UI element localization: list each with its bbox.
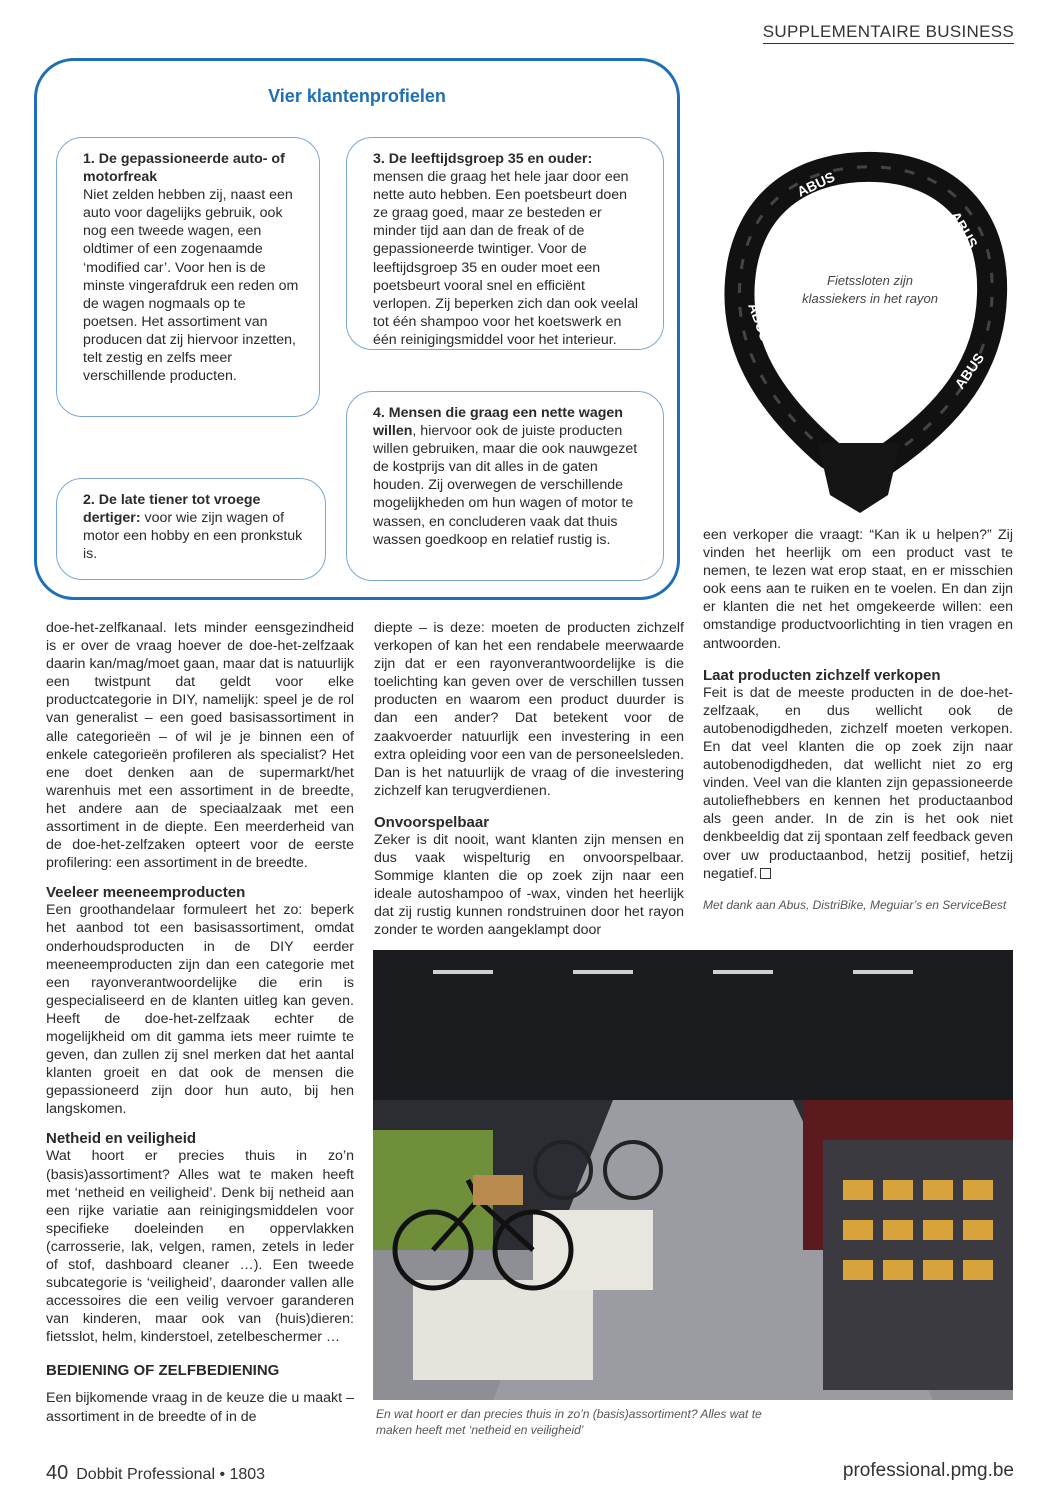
col3-heading-1: Laat producten zichzelf verkopen <box>703 666 941 684</box>
profile-card-1-heading: 1. De gepassioneerde auto- of motorfreak <box>83 151 285 186</box>
col2-paragraph-2: Zeker is dit nooit, want klanten zijn mensen en dus vaak wispelturig en onvoorspelbaar. Sommige klanten die op zoek zijn naar een ideale autoshampoo of -wax, vinden het heerlijk dat zij rustig kunnen rondstruinen door het rayon zonder te worden aangeklampt door <box>374 831 684 939</box>
col3-paragraph-2-text: Feit is dat de meeste producten in de doe-het-zelfzaak, en dus wellicht ook de autobenodigdheden, zichzelf moeten verkopen. En dat veel klanten die op zoek zijn naar autobenodigdheden, dat wellicht niet zo erg vinden. Veel van die klanten zijn gepassioneerde autoliefhebbers en kennen het productaanbod als geen ander. In de zin is het ook niet denkbeeldig dat zij spontaan zelf feedback geven over uw productaanbod, hetzij positief, hetzij negatief. <box>703 684 1013 882</box>
section-header: SUPPLEMENTAIRE BUSINESS <box>763 22 1014 44</box>
lock-caption: Fietssloten zijn klassiekers in het rayon <box>802 273 938 306</box>
bike-lock-image <box>700 135 1030 520</box>
profile-card-2-text: voor wie zijn wagen of motor een hobby en een pronkstuk is. <box>83 510 303 563</box>
footer-url[interactable]: professional.pmg.be <box>842 1460 1014 1481</box>
lock-brand-text-4: ABUS <box>951 350 988 392</box>
profile-card-2-heading: 2. De late tiener tot vroege dertiger: <box>83 492 261 527</box>
column-2 <box>374 619 684 940</box>
lock-brand-text-2: ABUS <box>947 208 982 251</box>
col1-paragraph-2: Een groothandelaar formuleert het zo: beperk het aanbod tot een basisassortiment, omdat onderhoudsproducten in de DIY eerder meeneemproducten zijn dan een categorie met een rayonverantwoordelijke die erin is gespecialiseerd en de klanten uitleg kan geven. Heeft de doe-het-zelfzaak echter de mogelijkheid om dit gamma iets meer ruimte te geven, dan zullen zij snel merken dat het aantal klanten groeit en dat ook de mensen die gepassioneerd zijn door hun auto, bij hen langskomen. <box>46 902 354 1118</box>
profile-card-1-text: Niet zelden hebben zij, naast een auto voor dagelijks gebruik, ook nog een tweede wagen, een oldtimer of een zogenaamde ‘modified car’. Voor hen is de minste vingerafdruk een reden om de wagen nogmaals op te poetsen. Het assortiment van producen dat zij hiervoor inzetten, telt zestig en zelfs meer verschillende producten. <box>83 187 299 385</box>
photo-credit: Met dank aan Abus, DistriBike, Meguiar’s en ServiceBest <box>703 897 1007 912</box>
col1-paragraph-1: doe-het-zelfkanaal. Iets minder eensgezindheid is er over de vraag hoever de doe-het-zelfzaak daarin kan/mag/moet gaan, maar dat is natuurlijk een twistpunt dat geldt voor elke productcategorie in DIY, namelijk: speel je de rol van generalist – een goed basisassortiment in alle categorieën – of wil je je binnen een of enkele categorieën profileren als specialist? Het ene doet denken aan de supermarkt/het warenhuis met een assortiment in de breedte, het andere aan de speciaalzaak met een assortiment in de diepte. Een meerderheid van de doe-het-zelfzaken opteert voor de eerste profilering: een assortiment in de breedte. <box>46 620 354 872</box>
footer-left <box>46 1462 265 1485</box>
profile-card-3-heading: 3. De leeftijdsgroep 35 en ouder: <box>373 151 593 167</box>
col1-paragraph-3: Wat hoort er precies thuis in zo’n (basis)assortiment? Alles wat te maken heeft met ‘netheid en veiligheid’. Denk bij netheid aan een rijke variatie aan reinigingsmiddelen voor specifieke doeleinden en oppervlakken (carrosserie, lak, velgen, ramen, zetels in leder of stof, dashboard cleaner …). Een tweede subcategorie is ‘veiligheid’, daaronder vallen alle accessoires die een veilig vervoer garanderen van kinderen, maar ook van (huis)dieren: fietsslot, helm, kinderstoel, zetelbeschermer … <box>46 1148 354 1346</box>
profile-card-1 <box>56 137 320 417</box>
col1-paragraph-4: Een bijkomende vraag in de keuze die u maakt – assortiment in de breedte of in de <box>46 1390 354 1425</box>
column-3 <box>703 526 1013 913</box>
col3-paragraph-1: een verkoper die vraagt: “Kan ik u helpen?” Zij vinden het heerlijk om een product vast te nemen, te lezen wat erop staat, en er misschien ook eens aan te ruiken en te voelen. En dan zijn er klanten die net het omgekeerde willen: een omstandige productvoorlichting in tien vragen en antwoorden. <box>703 527 1013 652</box>
col2-paragraph-1: diepte – is deze: moeten de producten zichzelf verkopen of kan het een rendabele meerwaarde zijn dat er een rayonverantwoordelijke is die toelichting kan geven over de verschillen tussen producten en waarom een product duurder is dan een ander? Dat betekent voor de zaakvoerder natuurlijk een investering in een extra opleiding voor een van de personeelsleden. Dan is het natuurlijk de vraag of die investering zichzelf kan terugverdienen. <box>374 620 684 799</box>
profile-card-3 <box>346 137 664 350</box>
publication-name: Dobbit Professional • 1803 <box>76 1466 266 1483</box>
end-square-icon <box>760 868 771 879</box>
profile-card-2 <box>56 478 326 580</box>
profiles-box-title: Vier klantenprofielen <box>268 86 446 106</box>
lock-brand-text-3: ABUS <box>745 300 774 344</box>
column-1 <box>46 619 354 1426</box>
profile-card-3-text: mensen die graag het hele jaar door een nette auto hebben. Een poetsbeurt doen ze graag goed, maar ze besteden er minder tijd aan dan de freak of de gepassioneerde twintiger. Voor de leeftijdsgroep 35 en ouder moet een poetsbeurt vooral snel en efficiënt verlopen. Zij beperken zich dan ook veelal tot één shampoo voor het koetswerk en één reinigingsmiddel voor het interieur. <box>373 169 638 348</box>
col3-paragraph-2 <box>703 684 1013 883</box>
lock-brand-text-1: ABUS <box>794 168 838 200</box>
page-number: 40 <box>46 1462 69 1484</box>
store-photo <box>373 950 1013 1400</box>
store-photo-caption: En wat hoort er dan precies thuis in zo’n (basis)assortiment? Alles wat te maken heeft met ‘netheid en veiligheid’ <box>376 1407 762 1437</box>
col1-heading-2: Netheid en veiligheid <box>46 1130 197 1148</box>
profile-card-4 <box>346 391 664 581</box>
col2-heading-1: Onvoorspelbaar <box>374 813 490 831</box>
profile-card-4-heading: 4. Mensen die graag een nette wagen willen <box>373 405 623 440</box>
col1-heading-3: BEDIENING OF ZELFBEDIENING <box>46 1362 280 1380</box>
col1-heading-1: Veeleer meeneemproducten <box>46 884 246 902</box>
profile-card-4-text: , hiervoor ook de juiste producten willen gebruiken, maar die ook nauwgezet de kostprijs van dit alles in de gaten houden. Zij overwegen de verschillende mogelijkheden om hun wagen of motor te wassen, en concluderen vaak dat thuis wassen goedkoop en relatief rustig is. <box>373 423 638 548</box>
